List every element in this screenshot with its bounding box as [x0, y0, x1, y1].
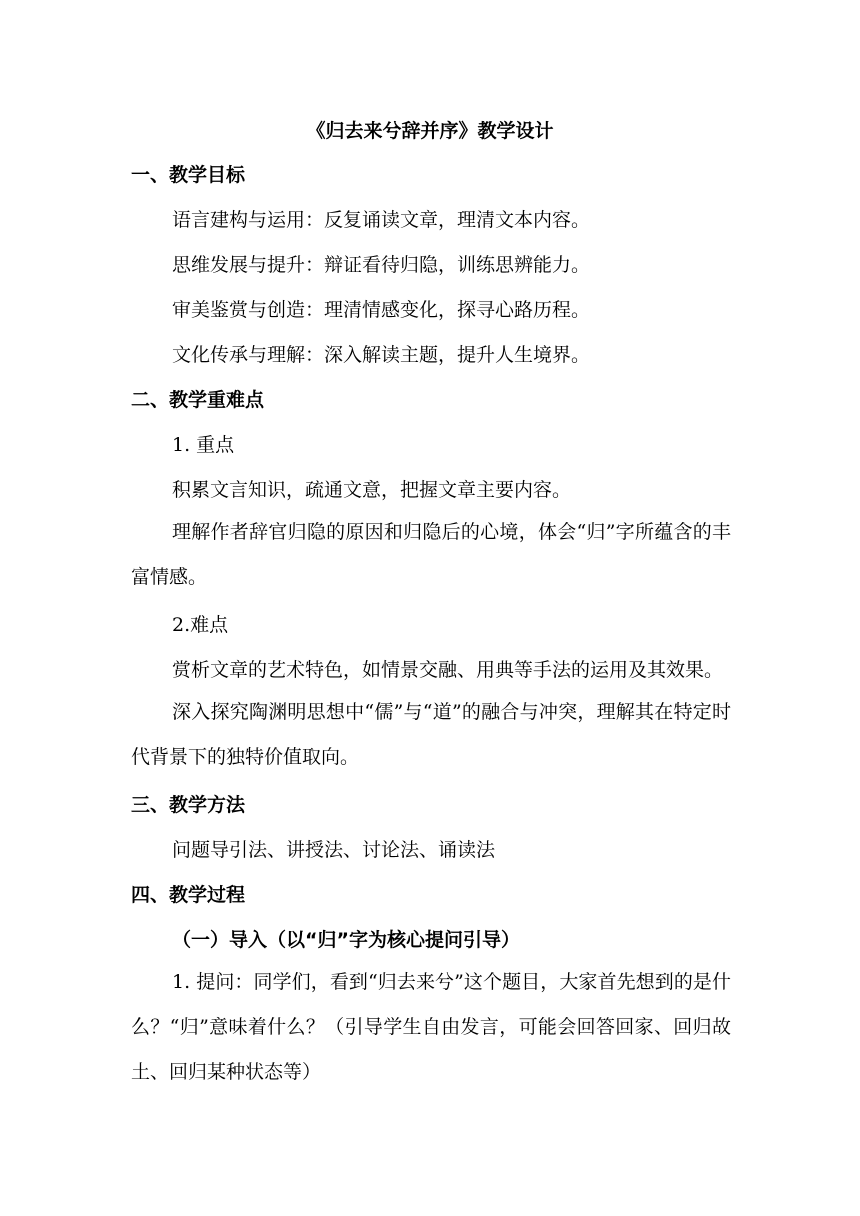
subheading-key: 1. 重点	[172, 434, 235, 456]
goal-item: 审美鉴赏与创造：理清情感变化，探寻心路历程。	[172, 299, 591, 321]
methods-text: 问题导引法、讲授法、讨论法、诵读法	[172, 839, 496, 861]
difficult-point: 赏析文章的艺术特色，如情景交融、用典等手法的运用及其效果。	[172, 659, 724, 681]
goal-item: 思维发展与提升：辩证看待归隐，训练思辨能力。	[172, 254, 591, 276]
key-point: 理解作者辞官归隐的原因和归隐后的心境，体会“归”字所蕴含的丰富情感。	[131, 521, 731, 588]
section-heading-methods: 三、教学方法	[131, 794, 246, 816]
document-title: 《归去来兮辞并序》教学设计	[306, 120, 554, 142]
process-step: 1. 提问：同学们，看到“归去来兮”这个题目，大家首先想到的是什么？“归”意味着什么？（引导学生自由发言，可能会回答回家、回归故土、回归某种状态等）	[131, 971, 731, 1083]
subheading-difficult: 2.难点	[172, 614, 229, 636]
subheading-intro: （一）导入（以“归”字为核心提问引导）	[172, 929, 520, 951]
difficult-point: 深入探究陶渊明思想中“儒”与“道”的融合与冲突，理解其在特定时代背景下的独特价值取向。	[131, 701, 731, 768]
goal-item: 语言建构与运用：反复诵读文章，理清文本内容。	[172, 209, 591, 231]
section-heading-objectives: 一、教学目标	[131, 164, 246, 186]
section-heading-key-difficult: 二、教学重难点	[131, 389, 265, 411]
goal-item: 文化传承与理解：深入解读主题，提升人生境界。	[172, 344, 591, 366]
section-heading-process: 四、教学过程	[131, 884, 246, 906]
key-point: 积累文言知识，疏通文意，把握文章主要内容。	[172, 479, 572, 501]
